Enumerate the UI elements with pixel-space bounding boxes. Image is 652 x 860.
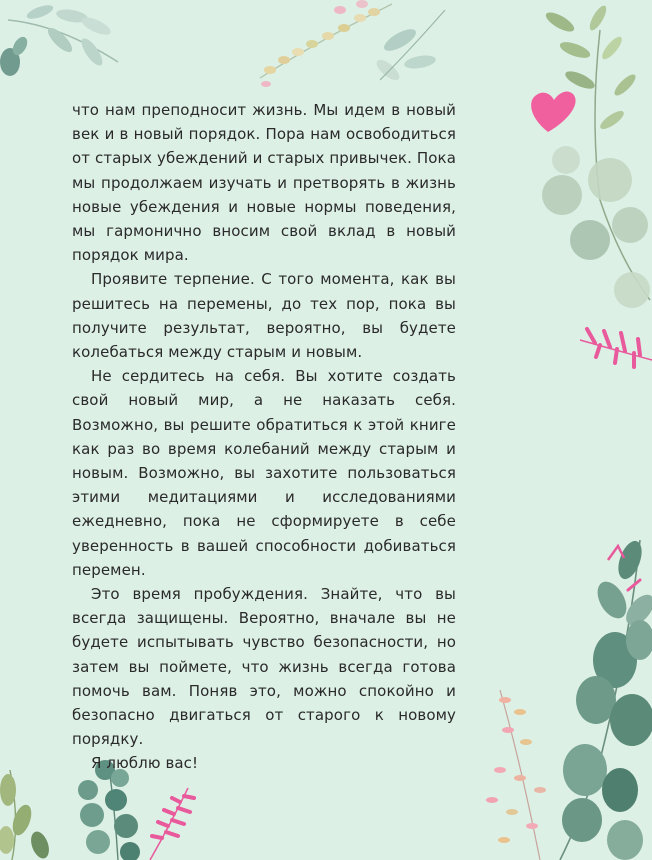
eucalyptus-icon: [560, 538, 652, 860]
pink-fern-icon: [150, 788, 194, 860]
closing-line: Я люблю вас!: [91, 754, 199, 773]
paragraph: Это время пробуждения. Знайте, что вы всегда защищены. Вероятно, вначале вы не будете испытывать чувство безопасности, но затем вы поймете, что жизнь всегда готова помочь вам. Поняв это, можно спокойно и безопасно двигаться от старого к новому порядку.: [72, 585, 456, 749]
paragraph: Не сердитесь на себя. Вы хотите создать свой новый мир, а не наказать себя. Возможно, вы решите обратиться к этой книге как раз во время колебаний между старым и новым. Возможно, вы захотите пользоваться этими медитациями и исследованиями ежедневно, пока не сформируете в себе уверенность в вашей способности добиваться перемен.: [72, 367, 456, 579]
leaf-branch-icon: [486, 690, 546, 860]
pink-fern-icon: [580, 329, 652, 367]
paragraph: Проявите терпение. С того момента, как вы решитесь на перемены, до тех пор, пока вы получите результат, вероятно, вы будете колебаться между старым и новым.: [72, 270, 456, 362]
body-text: [72, 98, 456, 776]
leaf-branch-icon: [260, 0, 445, 87]
heart-icon: [531, 92, 575, 132]
leaf-branch-icon: [0, 3, 118, 76]
eucalyptus-icon: [542, 3, 650, 308]
paragraph: что нам преподносит жизнь. Мы идем в новый век и в новый порядок. Пора нам освободиться от старых убеждений и старых привычек. Пока мы продолжаем изучать и претворять в жизнь новые убеждения и новые нормы поведения, мы гармонично вносим свой вклад в новый порядок мира.: [72, 101, 456, 265]
